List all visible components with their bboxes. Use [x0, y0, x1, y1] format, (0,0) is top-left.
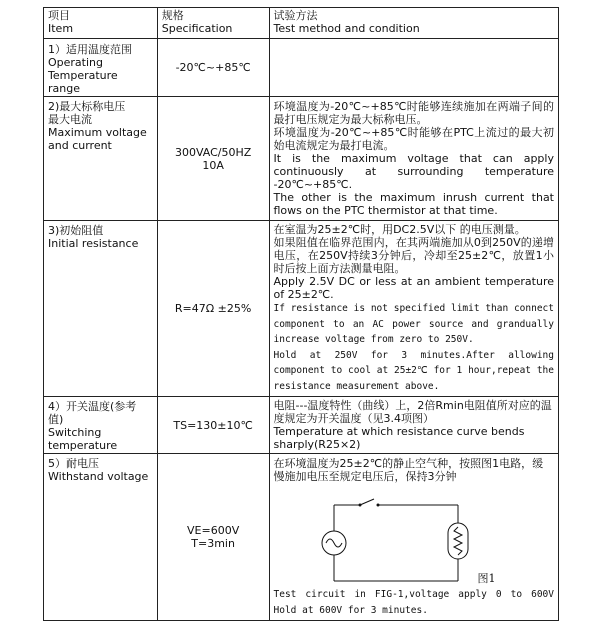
table-row — [44, 39, 559, 97]
row3-method-en-2: If resistance is not specified limit than connect component to an AC power source and grandually increase voltage from zero to 250V. — [273, 303, 554, 345]
switch-blade — [360, 499, 374, 505]
row2-spec — [157, 97, 269, 221]
row2-item — [44, 97, 158, 221]
row5-item — [44, 454, 158, 621]
row2-item-cn-1: 2)最大标称电压 — [48, 100, 126, 113]
header-item-cn: 项目 — [48, 9, 70, 22]
row5-item-cn: 5）耐电压 — [48, 457, 99, 470]
row4-spec — [157, 397, 269, 454]
figure-label: 图1 — [477, 572, 496, 585]
row1-item-cn: 1）适用温度范围 — [48, 43, 132, 56]
row3-item-cn: 3)初始阻值 — [48, 224, 104, 237]
table-row — [44, 454, 559, 621]
row2-item-en-1: Maximum voltage — [48, 126, 147, 139]
row5-spec-time: T=3min — [191, 537, 235, 550]
row3-spec-value: R=47Ω ±25% — [174, 302, 252, 315]
row4-method-cn: 电阻---温度特性（曲线）上，2倍Rmin电阻值所对应的温度规定为开关温度（见3.4项图） — [273, 399, 552, 425]
row1-spec — [157, 39, 269, 97]
row4-item-en-1: Switching — [48, 426, 102, 439]
header-method-cn: 试验方法 — [273, 9, 318, 22]
row3-method-en-1: Apply 2.5V DC or less at an ambient temperature of 25±2℃. — [273, 275, 554, 301]
test-circuit-diagram — [274, 483, 544, 587]
table-row — [44, 397, 559, 454]
row3-spec — [157, 221, 269, 397]
row2-method-en-1: It is the maximum voltage that can apply continuously at surrounding temperature -20℃~+85℃. — [273, 152, 554, 191]
row5-method-cn: 在环境温度为25±2℃的静止空气种，按照图1电路，缓慢施加电压至规定电压后，保持3分钟 — [273, 457, 544, 483]
row4-item-cn-2: 值) — [48, 413, 64, 426]
header-item — [44, 8, 158, 39]
row2-spec-voltage: 300VAC/50HZ — [174, 145, 252, 159]
row4-method-en: Temperature at which resistance curve bends sharply(R25×2) — [273, 425, 525, 451]
row4-item — [44, 397, 158, 454]
header-spec-cn: 规格 — [161, 9, 184, 22]
header-spec — [157, 8, 269, 39]
row3-method-cn-2: 如果阻值在临界范围内，在其两端施加从0到250V的递增电压，在250V持续3分钟后，冷却至25±2℃，放置1小时后按上面方法测量电阻。 — [273, 236, 554, 275]
row1-method — [269, 39, 559, 97]
table-row — [44, 97, 559, 221]
test-circuit-figure — [274, 483, 555, 587]
row2-item-cn-2: 最大电流 — [48, 113, 92, 126]
header-method — [269, 8, 559, 39]
row3-method-cn-1: 在室温为25±2℃时，用DC2.5V以下 的电压测量。 — [273, 223, 526, 236]
row5-method-en: Test circuit in FIG-1,voltage apply 0 to 600V Hold at 600V for 3 minutes. — [273, 589, 554, 616]
switch-contact — [358, 504, 361, 507]
table-row — [44, 221, 559, 397]
row5-spec-voltage: VE=600V — [187, 524, 240, 537]
row3-method-en-3: Hold at 250V for 3 minutes.After allowing component to cool at 25±2℃ for 1 hour,repeat the resistance measurement above. — [273, 349, 554, 392]
header-spec-en: Specification — [161, 22, 233, 35]
row1-item-en-1: Operating — [48, 56, 103, 69]
specification-table — [43, 7, 559, 621]
row3-item-en: Initial resistance — [48, 237, 139, 250]
table-header-row — [44, 8, 559, 39]
row2-method — [269, 97, 559, 221]
row2-method-cn-2: 环境温度为-20℃~+85℃时能够在PTC上流过的最大初始电流规定为最打电流。 — [273, 126, 554, 152]
row1-item-en-2: Temperature range — [48, 69, 118, 95]
row3-method — [269, 221, 559, 397]
row4-item-en-2: temperature — [48, 439, 118, 452]
row5-method — [269, 454, 559, 621]
row5-spec — [157, 454, 269, 621]
row2-method-cn-1: 环境温度为-20℃~+85℃时能够连续施加在两端子间的最打电压规定为最大标称电压。 — [273, 100, 554, 126]
row1-spec-value: -20℃~+85℃ — [175, 61, 251, 74]
row2-item-en-2: and current — [48, 139, 112, 152]
row4-spec-value: TS=130±10℃ — [173, 418, 253, 432]
row4-method — [269, 397, 559, 454]
row3-item — [44, 221, 158, 397]
row4-item-cn-1: 4）开关温度(参考 — [48, 400, 137, 413]
row5-item-en: Withstand voltage — [48, 470, 149, 483]
header-method-en: Test method and condition — [273, 22, 420, 35]
row1-item — [44, 39, 158, 97]
row2-method-en-2: The other is the maximum inrush current that flows on the PTC thermistor at that time. — [273, 191, 554, 217]
row2-spec-current: 10A — [202, 158, 224, 172]
header-item-en: Item — [48, 22, 74, 35]
